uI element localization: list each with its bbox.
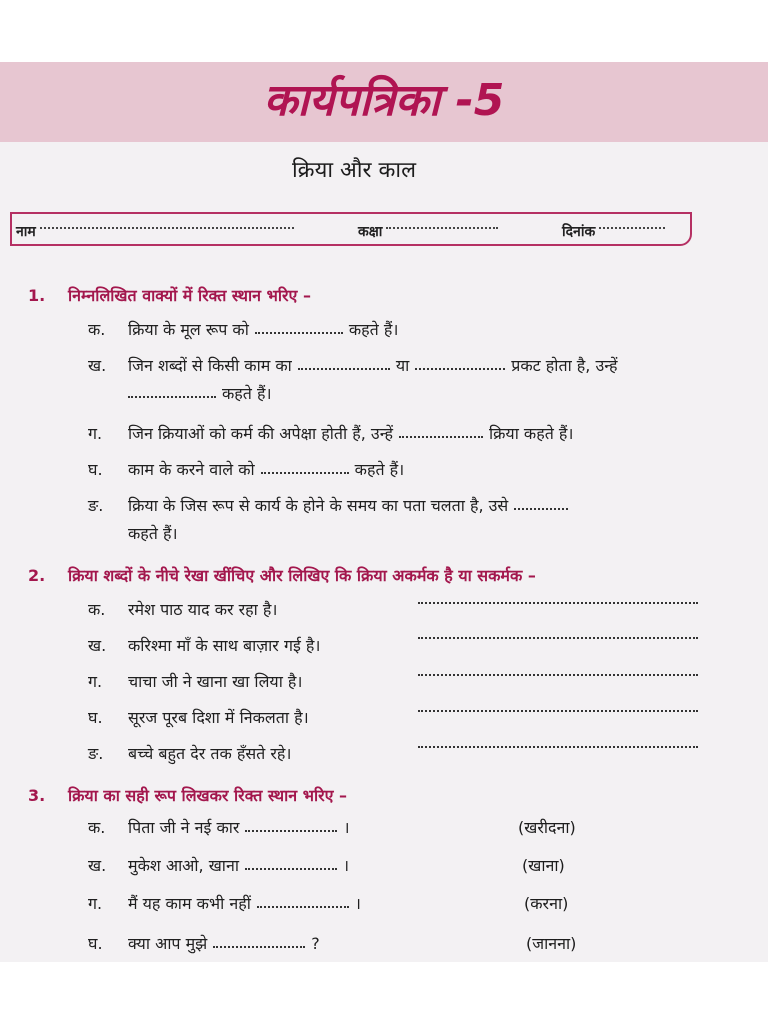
hint-word: (खरीदना) — [518, 818, 576, 837]
section-1-heading — [28, 284, 311, 306]
list-item: मैं यह काम कभी नहीं । — [128, 894, 361, 913]
blank-field[interactable] — [128, 396, 216, 398]
list-item: क्या आप मुझे ? — [128, 934, 320, 953]
item-label: घ. — [88, 460, 103, 479]
blank-field[interactable] — [255, 332, 343, 334]
item-label: क. — [88, 320, 106, 339]
class-label: कक्षा — [358, 224, 383, 240]
list-item: रमेश पाठ याद कर रहा है। — [128, 600, 278, 619]
item-label: ग. — [88, 424, 103, 443]
blank-field[interactable] — [257, 906, 349, 908]
list-item: चाचा जी ने खाना खा लिया है। — [128, 672, 303, 691]
hint-word: (खाना) — [522, 856, 565, 875]
blank-field[interactable] — [514, 508, 568, 510]
list-item: मुकेश आओ, खाना । — [128, 856, 350, 875]
list-item: पिता जी ने नई कार । — [128, 818, 350, 837]
list-item: करिश्मा माँ के साथ बाज़ार गई है। — [128, 636, 321, 655]
date-blank[interactable] — [599, 227, 665, 229]
item-label: ङ. — [88, 496, 104, 515]
item-label: क. — [88, 600, 106, 619]
answer-line[interactable] — [418, 674, 698, 676]
class-field[interactable] — [358, 222, 498, 241]
blank-field[interactable] — [415, 368, 505, 370]
list-item: सूरज पूरब दिशा में निकलता है। — [128, 708, 309, 727]
answer-line[interactable] — [418, 710, 698, 712]
name-field[interactable] — [16, 222, 294, 241]
answer-line[interactable] — [418, 602, 698, 604]
name-blank[interactable] — [40, 227, 294, 229]
item-label: घ. — [88, 708, 103, 727]
list-item-continuation: कहते हैं। — [128, 382, 272, 404]
answer-line[interactable] — [418, 637, 698, 639]
item-label: क. — [88, 818, 106, 837]
date-field[interactable] — [562, 222, 665, 241]
blank-field[interactable] — [399, 436, 483, 438]
hint-word: (जानना) — [526, 934, 577, 953]
class-blank[interactable] — [386, 227, 498, 229]
section-2-heading — [28, 564, 536, 586]
blank-field[interactable] — [298, 368, 390, 370]
page-title: कार्यपत्रिका -5 — [263, 75, 505, 126]
section-heading-text: निम्नलिखित वाक्यों में रिक्त स्थान भरिए – — [68, 286, 311, 305]
item-label: ख. — [88, 856, 107, 875]
name-label: नाम — [16, 224, 36, 240]
page-subtitle: क्रिया और काल — [291, 158, 417, 183]
item-label: ग. — [88, 672, 103, 691]
section-3-heading — [28, 784, 347, 806]
hint-word: (करना) — [524, 894, 569, 913]
item-label: घ. — [88, 934, 103, 953]
list-item: क्रिया के मूल रूप को कहते हैं। — [128, 320, 399, 339]
section-heading-text: क्रिया शब्दों के नीचे रेखा खींचिए और लिखिए कि क्रिया अकर्मक है या सकर्मक – — [68, 566, 536, 585]
item-label: ग. — [88, 894, 103, 913]
item-label: ख. — [88, 636, 107, 655]
worksheet-page — [0, 62, 768, 962]
section-number: 1. — [28, 286, 46, 305]
answer-line[interactable] — [418, 746, 698, 748]
list-item: जिन क्रियाओं को कर्म की अपेक्षा होती हैं, उन्हें क्रिया कहते हैं। — [128, 424, 574, 443]
section-number: 3. — [28, 786, 46, 805]
list-item: काम के करने वाले को कहते हैं। — [128, 460, 405, 479]
list-item: बच्चे बहुत देर तक हँसते रहे। — [128, 744, 292, 763]
item-label: ङ. — [88, 744, 104, 763]
blank-field[interactable] — [245, 868, 337, 870]
section-heading-text: क्रिया का सही रूप लिखकर रिक्त स्थान भरिए – — [68, 786, 348, 805]
item-label: ख. — [88, 356, 107, 375]
blank-field[interactable] — [245, 830, 337, 832]
list-item-continuation: कहते हैं। — [128, 524, 178, 543]
blank-field[interactable] — [261, 472, 349, 474]
date-label: दिनांक — [562, 224, 596, 240]
section-number: 2. — [28, 566, 46, 585]
blank-field[interactable] — [213, 946, 305, 948]
list-item: जिन शब्दों से किसी काम का या प्रकट होता है, उन्हें — [128, 356, 618, 375]
list-item: क्रिया के जिस रूप से कार्य के होने के समय का पता चलता है, उसे — [128, 494, 574, 516]
